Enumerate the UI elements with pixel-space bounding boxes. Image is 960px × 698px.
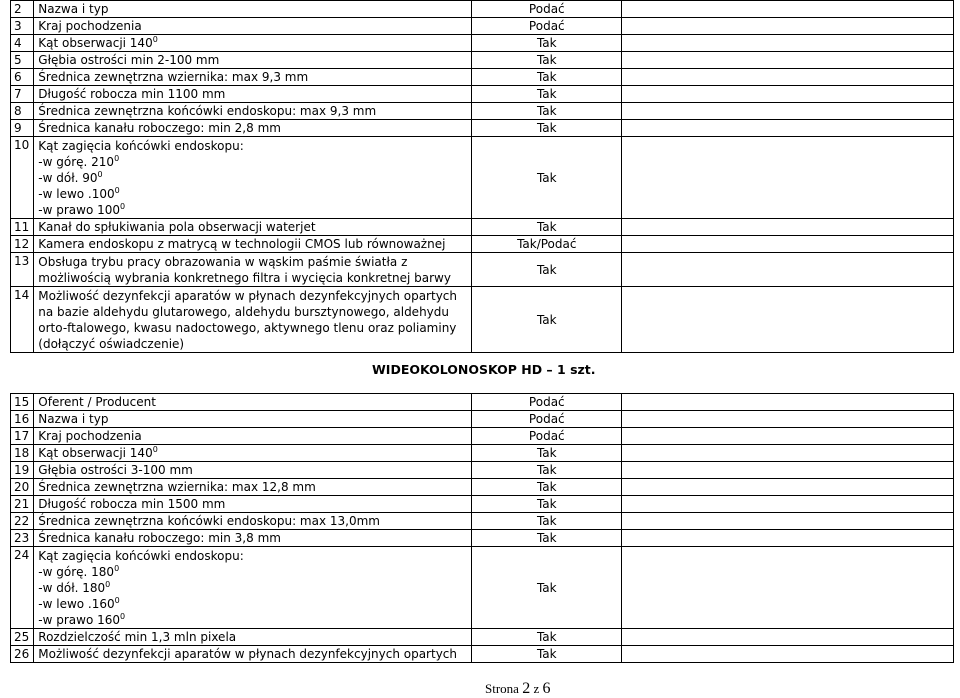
degree-superscript: 0 (105, 580, 111, 589)
row-value: Tak (472, 646, 622, 663)
table-row (11, 219, 954, 236)
row-number: 22 (11, 513, 34, 530)
row-number: 16 (11, 411, 34, 428)
description-line: -w górę. 180 (38, 565, 115, 579)
description-line: Oferent / Producent (38, 395, 156, 409)
table-row (11, 394, 954, 411)
description-line-wrap (38, 564, 467, 580)
description-line: Głębia ostrości min 2-100 mm (38, 53, 220, 67)
row-value: Tak (472, 120, 622, 137)
row-empty-cell (622, 86, 954, 103)
table-row (11, 86, 954, 103)
row-description (34, 394, 472, 411)
table-row (11, 287, 954, 353)
description-line: Kąt obserwacji 140 (38, 446, 153, 460)
row-description (34, 236, 472, 253)
row-value: Tak (472, 86, 622, 103)
description-line-wrap (38, 1, 467, 17)
table-row (11, 646, 954, 663)
table-row (11, 18, 954, 35)
description-line-wrap (38, 186, 467, 202)
row-number: 11 (11, 219, 34, 236)
description-line-wrap (38, 320, 467, 336)
table-row (11, 236, 954, 253)
description-line-wrap (38, 288, 467, 304)
description-line: Rozdzielczość min 1,3 mln pixela (38, 630, 237, 644)
spec-table-1 (10, 0, 954, 353)
row-empty-cell (622, 18, 954, 35)
description-line: Kąt zagięcia końcówki endoskopu: (38, 139, 244, 153)
description-line-wrap (38, 646, 467, 662)
row-empty-cell (622, 629, 954, 646)
table-row (11, 462, 954, 479)
description-line-wrap (38, 629, 467, 645)
description-line: Kamera endoskopu z matrycą w technologii CMOS lub równoważnej (38, 237, 446, 251)
description-line-wrap (38, 580, 467, 596)
row-number: 15 (11, 394, 34, 411)
description-line: Kraj pochodzenia (38, 429, 142, 443)
row-empty-cell (622, 445, 954, 462)
description-line: Kąt obserwacji 140 (38, 36, 153, 50)
description-line-wrap (38, 336, 467, 352)
row-number: 17 (11, 428, 34, 445)
row-number: 9 (11, 120, 34, 137)
degree-superscript: 0 (114, 154, 120, 163)
row-number: 2 (11, 1, 34, 18)
description-line-wrap (38, 52, 467, 68)
row-number: 12 (11, 236, 34, 253)
footer-of: z (533, 681, 540, 696)
row-empty-cell (622, 52, 954, 69)
description-line-wrap (38, 35, 467, 51)
description-line: Średnica zewnętrzna wziernika: max 9,3 mm (38, 70, 309, 84)
description-line-wrap (38, 86, 467, 102)
description-line: -w prawo 160 (38, 613, 121, 627)
row-number: 20 (11, 479, 34, 496)
table-row (11, 547, 954, 629)
table-row (11, 411, 954, 428)
row-description (34, 69, 472, 86)
description-line: orto-ftalowego, kwasu nadoctowego, aktywnego tlenu oraz poliaminy (38, 321, 457, 335)
row-description (34, 462, 472, 479)
description-line-wrap (38, 103, 467, 119)
description-line-wrap (38, 496, 467, 512)
table-row (11, 513, 954, 530)
table-row (11, 530, 954, 547)
row-value: Tak (472, 462, 622, 479)
description-line: Kąt zagięcia końcówki endoskopu: (38, 549, 244, 563)
row-value: Tak (472, 445, 622, 462)
row-number: 6 (11, 69, 34, 86)
description-line-wrap (38, 138, 467, 154)
description-line-wrap (38, 612, 467, 628)
row-number: 13 (11, 253, 34, 287)
row-value: Tak/Podać (472, 236, 622, 253)
description-line-wrap (38, 69, 467, 85)
row-empty-cell (622, 496, 954, 513)
description-line-wrap (38, 154, 467, 170)
row-empty-cell (622, 462, 954, 479)
row-empty-cell (622, 103, 954, 120)
row-value: Tak (472, 479, 622, 496)
description-line-wrap (38, 530, 467, 546)
row-empty-cell (622, 253, 954, 287)
degree-superscript: 0 (152, 445, 158, 454)
description-line-wrap (38, 548, 467, 564)
description-line: Długość robocza min 1500 mm (38, 497, 226, 511)
table-row (11, 52, 954, 69)
description-line: Średnica zewnętrzna końcówki endoskopu: max 9,3 mm (38, 104, 377, 118)
description-line-wrap (38, 428, 467, 444)
row-value: Tak (472, 253, 622, 287)
table-row (11, 629, 954, 646)
row-number: 24 (11, 547, 34, 629)
table-row (11, 253, 954, 287)
degree-superscript: 0 (120, 202, 126, 211)
degree-superscript: 0 (114, 186, 120, 195)
description-line-wrap (38, 236, 467, 252)
row-description (34, 120, 472, 137)
row-description (34, 547, 472, 629)
description-line: -w prawo 100 (38, 203, 121, 217)
description-line-wrap (38, 513, 467, 529)
row-value: Tak (472, 69, 622, 86)
description-line: Nazwa i typ (38, 2, 109, 16)
row-number: 5 (11, 52, 34, 69)
description-line-wrap (38, 170, 467, 186)
row-number: 19 (11, 462, 34, 479)
row-value: Tak (472, 103, 622, 120)
row-value: Podać (472, 394, 622, 411)
description-line: Kraj pochodzenia (38, 19, 142, 33)
degree-superscript: 0 (114, 564, 120, 573)
row-description (34, 496, 472, 513)
table-row (11, 103, 954, 120)
description-line: możliwością wybrania konkretnego filtra i wycięcia konkretnej barwy (38, 271, 451, 285)
row-value: Podać (472, 428, 622, 445)
footer-page: 2 (522, 680, 531, 697)
description-line: Nazwa i typ (38, 412, 109, 426)
row-number: 4 (11, 35, 34, 52)
page-footer (485, 680, 550, 698)
degree-superscript: 0 (114, 596, 120, 605)
row-empty-cell (622, 1, 954, 18)
row-description (34, 137, 472, 219)
description-line: na bazie aldehydu glutarowego, aldehydu bursztynowego, aldehydu (38, 305, 449, 319)
row-empty-cell (622, 35, 954, 52)
table-row (11, 1, 954, 18)
description-line: Kanał do spłukiwania pola obserwacji waterjet (38, 220, 316, 234)
table-row (11, 69, 954, 86)
description-line: Obsługa trybu pracy obrazowania w wąskim paśmie światła z (38, 255, 408, 269)
row-value: Tak (472, 35, 622, 52)
row-number: 8 (11, 103, 34, 120)
row-description (34, 219, 472, 236)
row-empty-cell (622, 428, 954, 445)
row-description (34, 629, 472, 646)
description-line-wrap (38, 120, 467, 136)
row-empty-cell (622, 479, 954, 496)
description-line-wrap (38, 462, 467, 478)
description-line-wrap (38, 479, 467, 495)
row-empty-cell (622, 411, 954, 428)
table-row (11, 35, 954, 52)
description-line-wrap (38, 202, 467, 218)
table-row (11, 137, 954, 219)
description-line-wrap (38, 219, 467, 235)
description-line: Średnica zewnętrzna końcówki endoskopu: max 13,0mm (38, 514, 380, 528)
row-description (34, 530, 472, 547)
row-value: Tak (472, 513, 622, 530)
row-value: Podać (472, 18, 622, 35)
description-line: -w lewo .160 (38, 597, 115, 611)
row-description (34, 253, 472, 287)
row-description (34, 646, 472, 663)
description-line-wrap (38, 596, 467, 612)
description-line: -w górę. 210 (38, 155, 115, 169)
footer-total: 6 (542, 680, 551, 697)
description-line: -w dół. 90 (38, 171, 98, 185)
description-line: Możliwość dezynfekcji aparatów w płynach dezynfekcyjnych opartych (38, 289, 458, 303)
row-number: 7 (11, 86, 34, 103)
description-line-wrap (38, 18, 467, 34)
description-line: Średnica zewnętrzna wziernika: max 12,8 mm (38, 480, 316, 494)
table-row (11, 479, 954, 496)
row-empty-cell (622, 236, 954, 253)
row-value: Tak (472, 287, 622, 353)
row-value: Tak (472, 530, 622, 547)
row-number: 23 (11, 530, 34, 547)
section-title: WIDEOKOLONOSKOP HD – 1 szt. (372, 362, 596, 377)
table-row (11, 445, 954, 462)
row-number: 10 (11, 137, 34, 219)
description-line: Średnica kanału roboczego: min 3,8 mm (38, 531, 281, 545)
spec-table-2 (10, 393, 954, 663)
degree-superscript: 0 (97, 170, 103, 179)
description-line-wrap (38, 304, 467, 320)
description-line: (dołączyć oświadczenie) (38, 337, 185, 351)
description-line: -w lewo .100 (38, 187, 115, 201)
table-row (11, 496, 954, 513)
description-line: Głębia ostrości 3-100 mm (38, 463, 193, 477)
row-description (34, 428, 472, 445)
description-line-wrap (38, 270, 467, 286)
row-empty-cell (622, 394, 954, 411)
description-line: Możliwość dezynfekcji aparatów w płynach dezynfekcyjnych opartych (38, 647, 458, 661)
description-line-wrap (38, 394, 467, 410)
table-row (11, 120, 954, 137)
description-line: -w dół. 180 (38, 581, 106, 595)
row-value: Tak (472, 496, 622, 513)
description-line-wrap (38, 411, 467, 427)
row-value: Tak (472, 547, 622, 629)
row-description (34, 445, 472, 462)
row-empty-cell (622, 530, 954, 547)
row-empty-cell (622, 547, 954, 629)
row-description (34, 18, 472, 35)
row-number: 14 (11, 287, 34, 353)
description-line-wrap (38, 254, 467, 270)
row-description (34, 479, 472, 496)
row-number: 26 (11, 646, 34, 663)
footer-word: Strona (485, 681, 519, 696)
description-line-wrap (38, 445, 467, 461)
row-empty-cell (622, 120, 954, 137)
row-description (34, 35, 472, 52)
row-number: 18 (11, 445, 34, 462)
row-number: 21 (11, 496, 34, 513)
row-empty-cell (622, 287, 954, 353)
degree-superscript: 0 (120, 612, 126, 621)
row-description (34, 411, 472, 428)
row-description (34, 513, 472, 530)
row-empty-cell (622, 137, 954, 219)
row-value: Tak (472, 219, 622, 236)
description-line: Średnica kanału roboczego: min 2,8 mm (38, 121, 281, 135)
row-description (34, 1, 472, 18)
table-row (11, 428, 954, 445)
row-value: Tak (472, 52, 622, 69)
degree-superscript: 0 (152, 35, 158, 44)
row-empty-cell (622, 513, 954, 530)
row-description (34, 103, 472, 120)
row-number: 25 (11, 629, 34, 646)
row-value: Podać (472, 1, 622, 18)
row-empty-cell (622, 219, 954, 236)
row-value: Tak (472, 137, 622, 219)
row-description (34, 52, 472, 69)
row-value: Podać (472, 411, 622, 428)
row-description (34, 287, 472, 353)
description-line: Długość robocza min 1100 mm (38, 87, 226, 101)
row-value: Tak (472, 629, 622, 646)
row-empty-cell (622, 646, 954, 663)
row-description (34, 86, 472, 103)
row-number: 3 (11, 18, 34, 35)
row-empty-cell (622, 69, 954, 86)
